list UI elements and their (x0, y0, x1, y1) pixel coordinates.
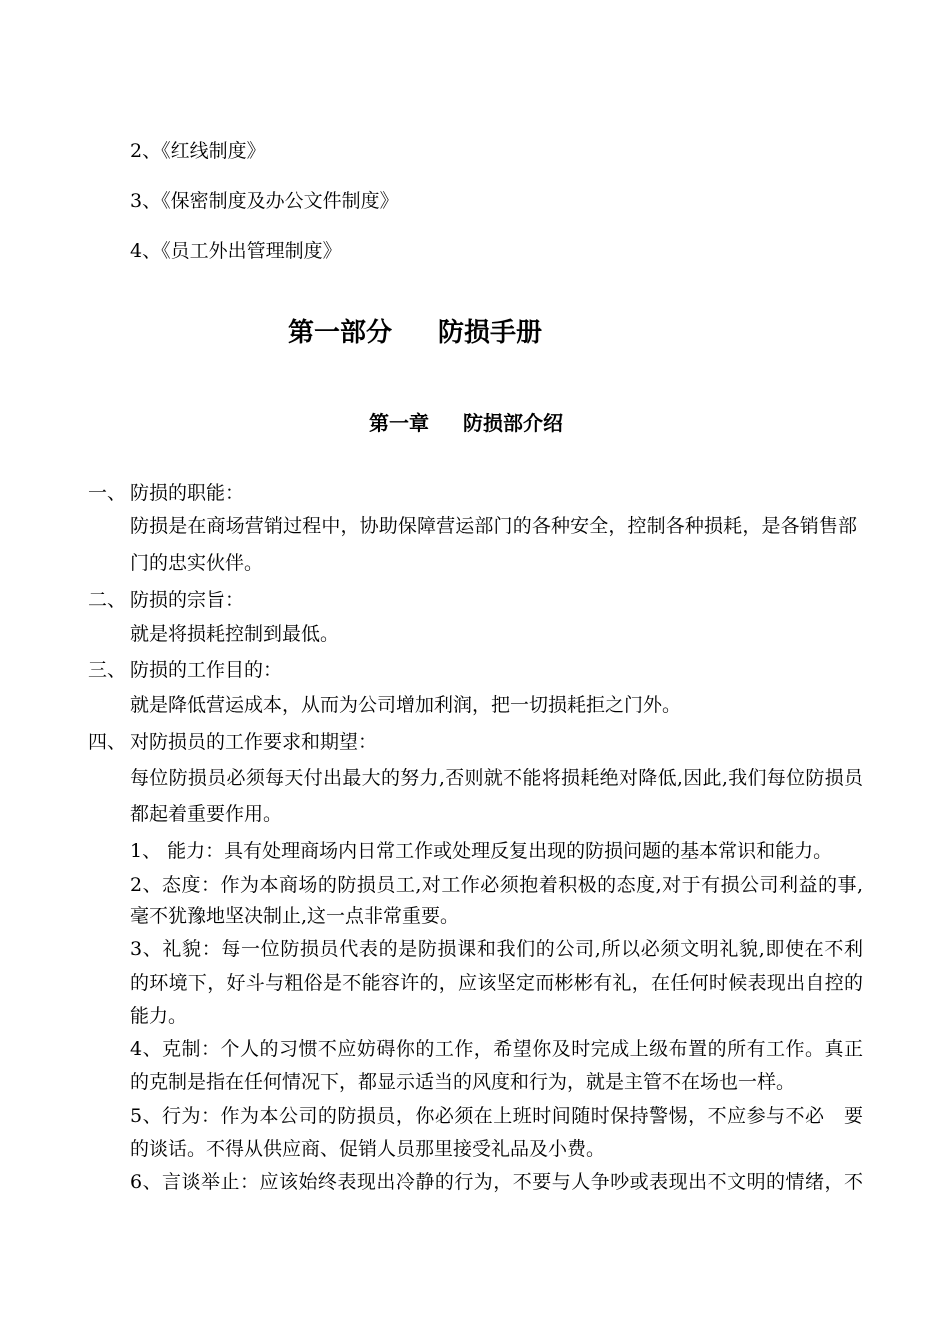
section-number: 一、 (88, 482, 127, 504)
requirement-line: 6、言谈举止：应该始终表现出冷静的行为，不要与人争吵或表现出不文明的情绪，不 (130, 1171, 863, 1193)
paragraph-line: 都起着重要作用。 (130, 803, 283, 825)
requirement-line: 5、行为：作为本公司的防损员，你必须在上班时间随时保持警惕，不应参与不必 要 (130, 1105, 863, 1127)
section-number: 四、 (88, 731, 127, 753)
requirement-line: 毫不犹豫地坚决制止,这一点非常重要。 (130, 905, 460, 927)
requirement-line: 的谈话。不得从供应商、促销人员那里接受礼品及小费。 (130, 1138, 606, 1160)
requirement-line: 4、克制：个人的习惯不应妨碍你的工作，希望你及时完成上级布置的所有工作。真正 (130, 1038, 863, 1060)
paragraph-line: 每位防损员必须每天付出最大的努力,否则就不能将损耗绝对降低,因此,我们每位防损员 (130, 767, 863, 789)
requirement-line: 1、 能力：具有处理商场内日常工作或处理反复出现的防损问题的基本常识和能力。 (130, 840, 833, 862)
paragraph-line: 防损是在商场营销过程中，协助保障营运部门的各种安全，控制各种损耗，是各销售部 (130, 515, 857, 537)
section-heading-text: 防损的宗旨： (130, 589, 245, 611)
regulation-item: 3、《保密制度及办公文件制度》 (130, 190, 399, 212)
section-heading (88, 588, 244, 612)
section-heading (88, 730, 377, 754)
requirement-line: 能力。 (130, 1005, 188, 1027)
regulation-item: 4、《员工外出管理制度》 (130, 240, 342, 262)
paragraph-line: 就是降低营运成本，从而为公司增加利润，把一切损耗拒之门外。 (130, 694, 682, 716)
requirement-line: 3、礼貌：每一位防损员代表的是防损课和我们的公司,所以必须文明礼貌,即使在不利 (130, 938, 863, 960)
section-heading-text: 对防损员的工作要求和期望： (130, 731, 378, 753)
section-heading-text: 防损的职能： (130, 482, 245, 504)
part-label: 第一部分 (288, 318, 393, 348)
section-heading (88, 481, 244, 505)
paragraph-line: 就是将损耗控制到最低。 (130, 623, 340, 645)
part-title (288, 312, 542, 349)
paragraph-line: 门的忠实伙伴。 (130, 552, 264, 574)
requirement-line: 的克制是指在任何情况下，都显示适当的风度和行为，就是主管不在场也一样。 (130, 1071, 796, 1093)
requirement-line: 的环境下，好斗与粗俗是不能容许的，应该坚定而彬彬有礼，在任何时候表现出自控的 (130, 972, 863, 994)
chapter-label: 第一章 (369, 411, 429, 435)
chapter-name: 防损部介绍 (463, 411, 563, 435)
section-heading (88, 658, 282, 682)
section-heading-text: 防损的工作目的： (130, 659, 283, 681)
requirement-line: 2、态度：作为本商场的防损员工,对工作必须抱着积极的态度,对于有损公司利益的事, (130, 874, 863, 896)
section-number: 二、 (88, 589, 127, 611)
part-name: 防损手册 (438, 318, 543, 348)
section-number: 三、 (88, 659, 127, 681)
regulation-item: 2、《红线制度》 (130, 140, 266, 162)
chapter-title (369, 407, 563, 436)
